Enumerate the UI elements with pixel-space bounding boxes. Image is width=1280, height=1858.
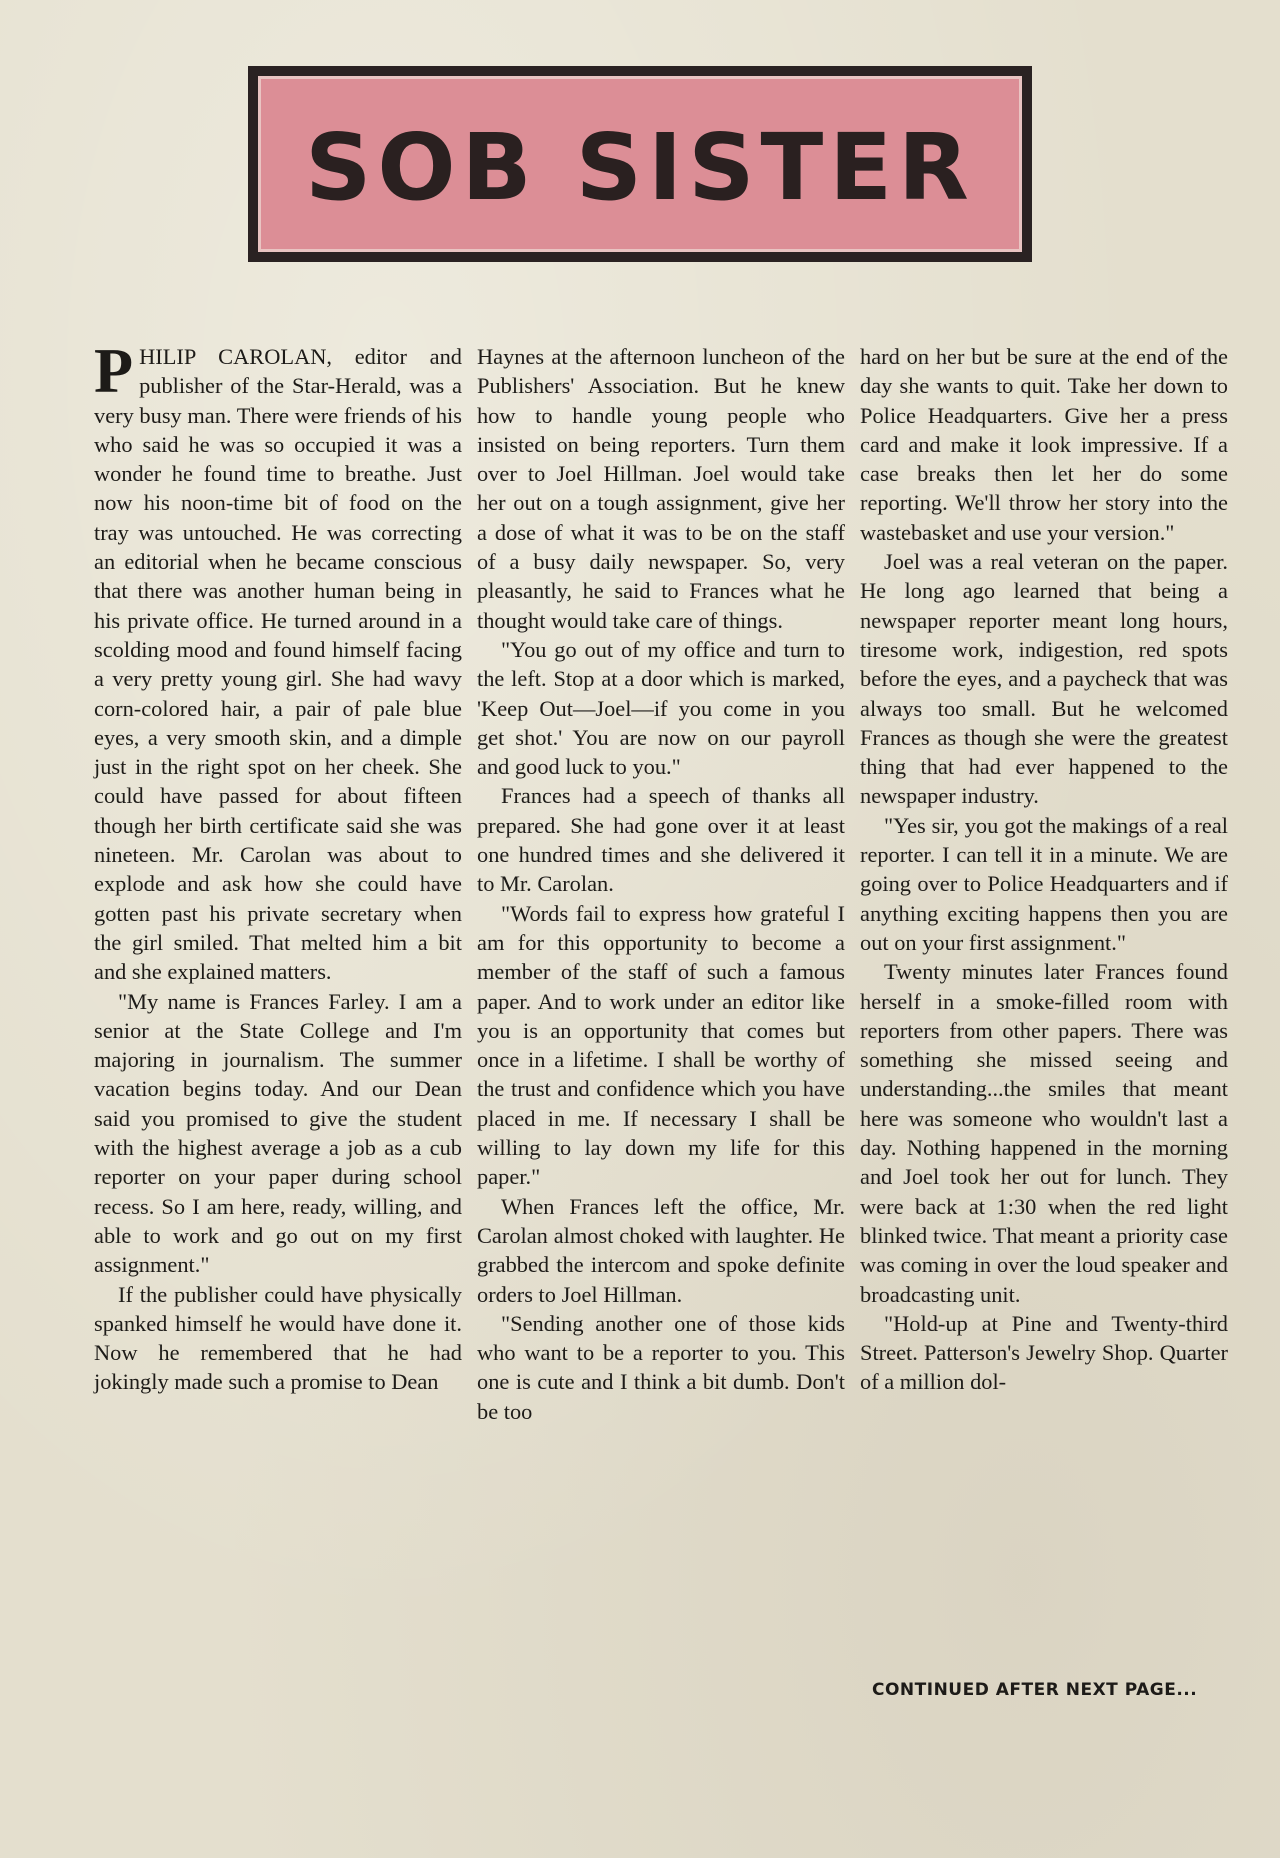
paragraph: "Sending another one of those kids who want to be a reporter to you. This one is cute and I think a bit dumb. Don't be too (477, 1310, 845, 1424)
paragraph: Haynes at the afternoon luncheon of the Publishers' Association. But he knew how to handle young people who insisted on being reporters. Turn them over to Joel Hillman. Joel would take her out on a tough assignment, give her a dose of what it was to be on the staff of a busy daily newspaper. So, very pleasantly, he said to Frances what he thought would take care of things. (477, 344, 845, 633)
title-banner (248, 66, 1032, 262)
paragraph (94, 335, 462, 987)
title-banner-inner (258, 76, 1022, 252)
paragraph: Frances had a speech of thanks all prepared. She had gone over it at least one hundred times and she delivered it to Mr. Carolan. (477, 783, 845, 897)
drop-cap: P (94, 335, 134, 406)
paragraph: If the publisher could have physically spanked himself he would have done it. Now he remembered that he had jokingly made such a promise to Dean (94, 1281, 462, 1395)
paragraph: "Words fail to express how grateful I am for this opportunity to become a member of the staff of such a famous paper. And to work under an editor like you is an opportunity that comes but once in a lifetime. I shall be worthy of the trust and confidence which you have placed in me. If necessary I shall be willing to lay down my life for this paper." (477, 900, 845, 1190)
column-1 (94, 335, 462, 1662)
continued-notice: CONTINUED AFTER NEXT PAGE... (872, 1680, 1198, 1700)
paragraph-text: HILIP CAROLAN, editor and publisher of the Star-Herald, was a very busy man. There were friends of his who said he was so occupied it was a wonder he found time to breathe. Just now his noon-time bit of food on the tray was untouched. He was correcting an editorial when he became conscious that there was another human being in his private office. He turned around in a scolding mood and found himself facing a very pretty young girl. She had wavy corn-colored hair, a pair of pale blue eyes, a very smooth skin, and a dimple just in the right spot on her cheek. She could have passed for about fifteen though her birth certificate said she was nineteen. Mr. Carolan was about to explode and ask how she could have gotten past his private secretary when the girl smiled. That melted him a bit and she explained matters. (94, 344, 462, 985)
story-columns (94, 335, 1228, 1662)
paragraph: "You go out of my office and turn to the left. Stop at a door which is marked, 'Keep Out—Joel—if you come in you get shot.' You are now on our payroll and good luck to you." (477, 636, 845, 780)
column-2 (477, 342, 845, 1662)
paragraph: Joel was a real veteran on the paper. He long ago learned that being a newspaper reporter meant long hours, tiresome work, indigestion, red spots before the eyes, and a paycheck that was always too small. But he welcomed Frances as though she were the greatest thing that had ever happened to the newspaper industry. (860, 549, 1228, 809)
paragraph: hard on her but be sure at the end of the day she wants to quit. Take her down to Police Headquarters. Give her a press card and make it look impressive. If a case breaks then let her do some reporting. We'll throw her story into the wastebasket and use your version." (860, 344, 1228, 545)
column-3 (860, 342, 1228, 1662)
paragraph: Twenty minutes later Frances found herself in a smoke-filled room with reporters from other papers. There was something she missed seeing and understanding...the smiles that meant here was someone who wouldn't last a day. Nothing happened in the morning and Joel took her out for lunch. They were back at 1:30 when the red light blinked twice. That meant a priority case was coming in over the loud speaker and broadcasting unit. (860, 959, 1228, 1307)
story-title: SOB SISTER (305, 113, 975, 221)
paragraph: "Hold-up at Pine and Twenty-third Street. Patterson's Jewelry Shop. Quarter of a million dol- (860, 1310, 1228, 1395)
paragraph: When Frances left the office, Mr. Carolan almost choked with laughter. He grabbed the intercom and spoke definite orders to Joel Hillman. (477, 1193, 845, 1307)
paragraph: "My name is Frances Farley. I am a senior at the State College and I'm majoring in journalism. The summer vacation begins today. And our Dean said you promised to give the student with the highest average a job as a cub reporter on your paper during school recess. So I am here, ready, willing, and able to work and go out on my first assignment." (94, 988, 462, 1278)
paragraph: "Yes sir, you got the makings of a real reporter. I can tell it in a minute. We are going over to Police Headquarters and if anything exciting happens then you are out on your first assignment." (860, 812, 1228, 955)
